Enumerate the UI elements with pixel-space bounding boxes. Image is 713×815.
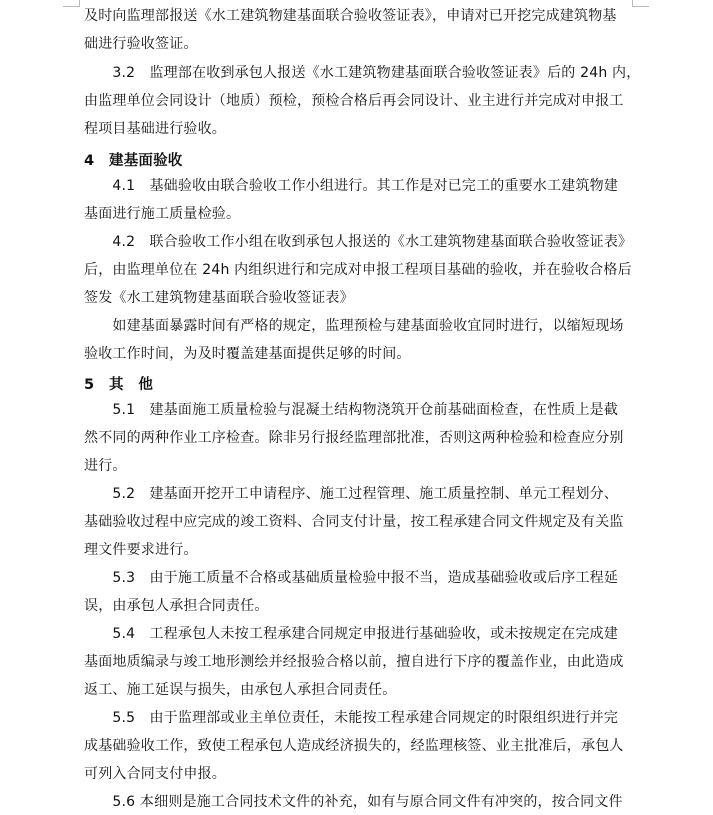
paragraph-line: 5.5 由于监理部或业主单位责任，未能按工程承建合同规定的时限组织进行并完 [84,710,619,726]
page-corner-mark-top-right [632,0,649,7]
paragraph-line: 5.2 建基面开挖开工申请程序、施工过程管理、施工质量控制、单元工程划分、 [84,486,619,502]
paragraph-line: 5.6 本细则是施工合同技术文件的补充，如有与原合同文件有冲突的，按合同文件 [84,794,623,810]
paragraph-line: 5.4 工程承包人未按工程承建合同规定申报进行基础验收，或未按规定在完成建 [84,626,619,642]
paragraph-line: 4.1 基础验收由联合验收工作小组进行。其工作是对已完工的重要水工建筑物建 [84,178,619,194]
paragraph-line: 后，由监理单位在 24h 内组织进行和完成对申报工程项目基础的验收，并在验收合格后 [84,262,632,278]
paragraph-line: 4.2 联合验收工作小组在收到承包人报送的《水工建筑物建基面联合验收签证表》 [84,234,633,250]
paragraph-line: 基础验收过程中应完成的竣工资料、合同支付计量，按工程承建合同文件规定及有关监 [84,514,624,530]
paragraph-line: 础进行验收签证。 [84,36,198,52]
paragraph-line: 然不同的两种作业工序检查。除非另行报经监理部批准，否则这两种检验和检查应分别 [84,430,624,446]
paragraph-line: 理文件要求进行。 [84,542,198,558]
paragraph-line: 验收工作时间，为及时覆盖建基面提供足够的时间。 [84,346,411,362]
paragraph-line: 可列入合同支付申报。 [84,766,226,782]
section-heading-5: 5 其 他 [84,377,154,393]
paragraph-line: 5.1 建基面施工质量检验与混凝土结构物浇筑开仓前基础面检查，在性质上是截 [84,402,619,418]
paragraph-line: 基面进行施工质量检验。 [84,206,241,222]
paragraph-line: 误，由承包人承担合同责任。 [84,598,269,614]
page-corner-mark-top-left [63,0,80,7]
paragraph-line: 及时向监理部报送《水工建筑物建基面联合验收签证表》，申请对已开挖完成建筑物基 [84,8,617,24]
paragraph-line: 程项目基础进行验收。 [84,121,226,137]
paragraph-line: 成基础验收工作，致使工程承包人造成经济损失的，经监理核签、业主批准后，承包人 [84,738,624,754]
paragraph-line: 5.3 由于施工质量不合格或基础质量检验中报不当，造成基础验收或后序工程延 [84,570,619,586]
paragraph-line: 3.2 监理部在收到承包人报送《水工建筑物建基面联合验收签证表》后的 24h 内， [84,65,641,81]
paragraph-line: 返工、施工延误与损失，由承包人承担合同责任。 [84,682,397,698]
paragraph-line: 如建基面暴露时间有严格的规定，监理预检与建基面验收宜同时进行，以缩短现场 [84,318,624,334]
paragraph-line: 进行。 [84,458,127,474]
section-heading-4: 4 建基面验收 [84,153,183,169]
paragraph-line: 基面地质编录与竣工地形测绘并经报验合格以前，擅自进行下序的覆盖作业，由此造成 [84,654,624,670]
paragraph-line: 签发《水工建筑物建基面联合验收签证表》 [84,290,354,306]
paragraph-line: 由监理单位会同设计（地质）预检，预检合格后再会同设计、业主进行并完成对申报工 [84,93,624,109]
